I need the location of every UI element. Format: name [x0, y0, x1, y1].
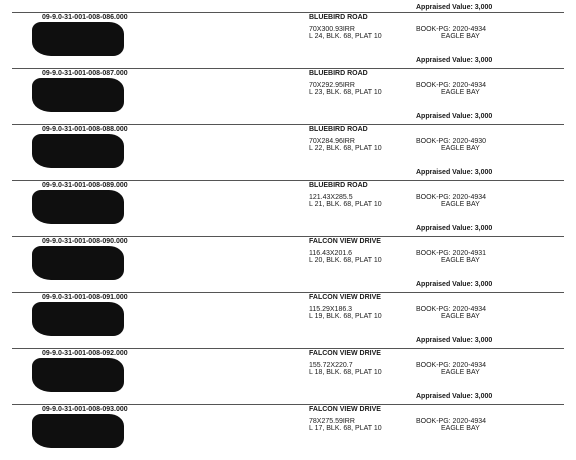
appraised-value: Appraised Value: 3,000	[416, 225, 493, 232]
appraised-value: Appraised Value: 3,000	[416, 57, 493, 64]
parcel-id: 09-9.0-31-001-008-093.000	[42, 406, 128, 413]
lot-dimensions: 155.72X220.7	[309, 362, 353, 369]
road-name: BLUEBIRD ROAD	[309, 126, 368, 133]
appraised-value: Appraised Value: 3,000	[416, 337, 493, 344]
parcel-record	[0, 12, 576, 68]
redaction-block	[32, 358, 124, 392]
divider-line	[12, 292, 564, 293]
parcel-record	[0, 124, 576, 180]
road-name: BLUEBIRD ROAD	[309, 182, 368, 189]
subdivision-name: EAGLE BAY	[441, 89, 480, 96]
appraised-value: Appraised Value: 3,000	[416, 113, 493, 120]
lot-block-plat: L 23, BLK. 68, PLAT 10	[309, 89, 382, 96]
lot-dimensions: 116.43X201.6	[309, 250, 353, 257]
divider-line	[12, 348, 564, 349]
book-page: BOOK-PG: 2020-4934	[416, 306, 487, 313]
parcel-record	[0, 180, 576, 236]
lot-dimensions: 70X284.96IRR	[309, 138, 355, 145]
parcel-id: 09-9.0-31-001-008-089.000	[42, 182, 128, 189]
subdivision-name: EAGLE BAY	[441, 33, 480, 40]
subdivision-name: EAGLE BAY	[441, 313, 480, 320]
parcel-id: 09-9.0-31-001-008-092.000	[42, 350, 128, 357]
lot-block-plat: L 24, BLK. 68, PLAT 10	[309, 33, 382, 40]
redaction-block	[32, 246, 124, 280]
subdivision-name: EAGLE BAY	[441, 369, 480, 376]
road-name: FALCON VIEW DRIVE	[309, 406, 381, 413]
road-name: FALCON VIEW DRIVE	[309, 294, 381, 301]
book-page: BOOK-PG: 2020-4934	[416, 82, 487, 89]
divider-line	[12, 180, 564, 181]
subdivision-name: EAGLE BAY	[441, 145, 480, 152]
parcel-record	[0, 236, 576, 292]
parcel-record	[0, 404, 576, 460]
appraised-value: Appraised Value: 3,000	[416, 281, 493, 288]
parcel-id: 09-9.0-31-001-008-090.000	[42, 238, 128, 245]
redaction-block	[32, 414, 124, 448]
divider-line	[12, 236, 564, 237]
book-page: BOOK-PG: 2020-4934	[416, 362, 487, 369]
redaction-block	[32, 78, 124, 112]
lot-dimensions: 78X275.59IRR	[309, 418, 355, 425]
parcel-id: 09-9.0-31-001-008-087.000	[42, 70, 128, 77]
book-page: BOOK-PG: 2020-4934	[416, 194, 487, 201]
redaction-block	[32, 22, 124, 56]
subdivision-name: EAGLE BAY	[441, 201, 480, 208]
lot-dimensions: 70X292.95IRR	[309, 82, 355, 89]
lot-block-plat: L 19, BLK. 68, PLAT 10	[309, 313, 382, 320]
lot-block-plat: L 20, BLK. 68, PLAT 10	[309, 257, 382, 264]
appraised-value: Appraised Value: 3,000	[416, 393, 493, 400]
lot-block-plat: L 17, BLK. 68, PLAT 10	[309, 425, 382, 432]
redaction-block	[32, 134, 124, 168]
appraised-value: Appraised Value: 3,000	[416, 169, 493, 176]
lot-block-plat: L 18, BLK. 68, PLAT 10	[309, 369, 382, 376]
lot-dimensions: 115.29X186.3	[309, 306, 353, 313]
parcel-id: 09-9.0-31-001-008-091.000	[42, 294, 128, 301]
book-page: BOOK-PG: 2020-4934	[416, 26, 487, 33]
road-name: FALCON VIEW DRIVE	[309, 238, 381, 245]
book-page: BOOK-PG: 2020-4931	[416, 250, 487, 257]
divider-line	[12, 404, 564, 405]
divider-line	[12, 68, 564, 69]
parcel-record	[0, 348, 576, 404]
book-page: BOOK-PG: 2020-4934	[416, 418, 487, 425]
road-name: FALCON VIEW DRIVE	[309, 350, 381, 357]
subdivision-name: EAGLE BAY	[441, 425, 480, 432]
lot-dimensions: 121.43X285.5	[309, 194, 353, 201]
redaction-block	[32, 302, 124, 336]
divider-line	[12, 124, 564, 125]
lot-block-plat: L 22, BLK. 68, PLAT 10	[309, 145, 382, 152]
redaction-block	[32, 190, 124, 224]
lot-block-plat: L 21, BLK. 68, PLAT 10	[309, 201, 382, 208]
parcel-record	[0, 68, 576, 124]
road-name: BLUEBIRD ROAD	[309, 14, 368, 21]
parcel-record	[0, 292, 576, 348]
road-name: BLUEBIRD ROAD	[309, 70, 368, 77]
book-page: BOOK-PG: 2020-4930	[416, 138, 487, 145]
lot-dimensions: 70X300.93IRR	[309, 26, 355, 33]
subdivision-name: EAGLE BAY	[441, 257, 480, 264]
parcel-id: 09-9.0-31-001-008-088.000	[42, 126, 128, 133]
divider-line	[12, 12, 564, 13]
parcel-id: 09-9.0-31-001-008-086.000	[42, 14, 128, 21]
appraised-value: Appraised Value: 3,000	[416, 4, 493, 11]
